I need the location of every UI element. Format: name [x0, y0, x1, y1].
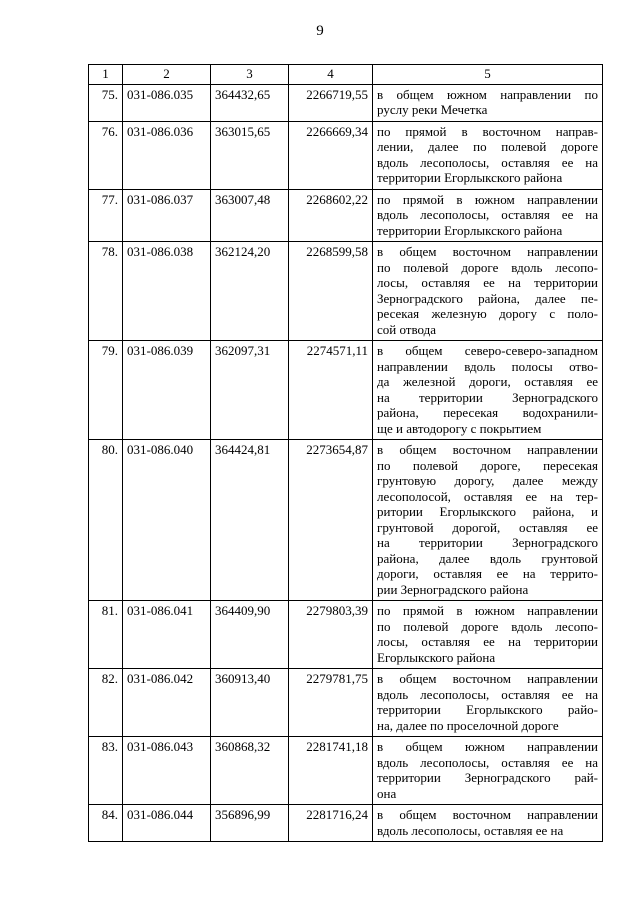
description-line: лесополосой, оставляя ее на тер- — [377, 488, 598, 504]
description-line: по полевой дороге вдоль лесопо- — [377, 259, 598, 275]
table-row — [89, 189, 603, 242]
description-cell — [373, 84, 603, 121]
description-line: вдоль лесополосы, оставляя ее на — [377, 754, 598, 770]
description-line: да железной дороги, оставляя ее — [377, 374, 598, 389]
table-row — [89, 121, 603, 189]
point-code-cell: 031-086.041 — [123, 601, 211, 669]
description-line: грунтовой дорогой, оставляя ее — [377, 519, 598, 535]
coordinate-x-cell: 360913,40 — [211, 669, 289, 737]
point-code-cell: 031-086.044 — [123, 805, 211, 842]
description-line: территории Егорлыкского райо- — [377, 702, 598, 717]
coordinate-x-cell: 363015,65 — [211, 121, 289, 189]
coordinate-x-cell: 364424,81 — [211, 440, 289, 601]
description-line: на территории Зерноградского — [377, 535, 598, 550]
coordinate-x-cell: 364432,65 — [211, 84, 289, 121]
description-line: территории Зерноградского рай- — [377, 770, 598, 785]
description-cell — [373, 440, 603, 601]
description-cell — [373, 242, 603, 341]
description-line: в общем южном направлении — [377, 739, 598, 754]
description-line: руслу реки Мечетка — [377, 102, 488, 117]
point-code-cell: 031-086.035 — [123, 84, 211, 121]
coordinate-y-cell: 2266669,34 — [289, 121, 373, 189]
coordinate-x-cell: 362097,31 — [211, 341, 289, 440]
description-line: на, далее по проселочной дороге — [377, 717, 559, 733]
table-row — [89, 341, 603, 440]
description-cell — [373, 121, 603, 189]
description-cell — [373, 669, 603, 737]
description-line: в общем восточном направлении — [377, 671, 598, 686]
table-row — [89, 242, 603, 341]
description-line: в общем восточном направлении — [377, 244, 598, 259]
point-code-cell: 031-086.039 — [123, 341, 211, 440]
row-number-cell: 79. — [89, 341, 123, 440]
description-line: лосы, оставляя ее на территории — [377, 634, 598, 649]
row-number-cell: 84. — [89, 805, 123, 842]
table-header — [89, 65, 603, 85]
point-code-cell: 031-086.042 — [123, 669, 211, 737]
point-code-cell: 031-086.043 — [123, 737, 211, 805]
description-line: лосы, оставляя ее на территории — [377, 275, 598, 290]
description-line: в общем северо-северо-западном — [377, 343, 598, 358]
description-line: ритории Егорлыкского района, и — [377, 504, 598, 519]
coordinate-x-cell: 360868,32 — [211, 737, 289, 805]
row-number-cell: 83. — [89, 737, 123, 805]
header-col-3: 3 — [211, 65, 289, 85]
description-line: вдоль лесополосы, оставляя ее на — [377, 822, 564, 838]
table-row — [89, 84, 603, 121]
header-col-2: 2 — [123, 65, 211, 85]
description-line: рии Зерноградского района — [377, 581, 529, 597]
description-line: по прямой в южном направлении — [377, 603, 598, 618]
description-line: она — [377, 785, 397, 801]
coordinate-x-cell: 363007,48 — [211, 189, 289, 242]
point-code-cell: 031-086.036 — [123, 121, 211, 189]
description-line: вдоль лесополосы, оставляя ее на — [377, 154, 598, 170]
point-code-cell: 031-086.038 — [123, 242, 211, 341]
point-code-cell: 031-086.037 — [123, 189, 211, 242]
page-number: 9 — [316, 23, 324, 39]
coordinate-y-cell: 2274571,11 — [289, 341, 373, 440]
row-number-cell: 80. — [89, 440, 123, 601]
row-number-cell: 77. — [89, 189, 123, 242]
boundary-description-table — [88, 64, 603, 842]
description-line: территории Егорлыкского района — [377, 170, 563, 185]
table-row — [89, 601, 603, 669]
row-number-cell: 75. — [89, 84, 123, 121]
description-line: Зерноградского района, далее пе- — [377, 290, 598, 306]
description-line: Егорлыкского района — [377, 649, 496, 665]
description-line: вдоль лесополосы, оставляя ее на — [377, 686, 598, 702]
coordinate-x-cell: 364409,90 — [211, 601, 289, 669]
description-line: направлении вдоль полосы отво- — [377, 358, 598, 374]
row-number-cell: 81. — [89, 601, 123, 669]
point-code-cell: 031-086.040 — [123, 440, 211, 601]
header-row — [89, 65, 603, 85]
row-number-cell: 76. — [89, 121, 123, 189]
table-row — [89, 669, 603, 737]
description-cell — [373, 341, 603, 440]
coordinate-y-cell: 2281741,18 — [289, 737, 373, 805]
table-body — [89, 84, 603, 842]
header-col-5: 5 — [373, 65, 603, 85]
coordinate-y-cell: 2273654,87 — [289, 440, 373, 601]
header-col-4: 4 — [289, 65, 373, 85]
description-cell — [373, 601, 603, 669]
description-cell — [373, 805, 603, 842]
description-line: по полевой дороге вдоль лесопо- — [377, 618, 598, 634]
description-line: вдоль лесополосы, оставляя ее на — [377, 207, 598, 222]
row-number-cell: 82. — [89, 669, 123, 737]
description-line: территории Егорлыкского района — [377, 222, 563, 238]
table-row — [89, 737, 603, 805]
coordinate-y-cell: 2279803,39 — [289, 601, 373, 669]
description-line: по прямой в восточном направ- — [377, 123, 598, 139]
description-line: района, далее вдоль грунтовой — [377, 550, 598, 566]
description-line: на территории Зерноградского — [377, 389, 598, 405]
coordinate-y-cell: 2266719,55 — [289, 84, 373, 121]
coordinate-y-cell: 2281716,24 — [289, 805, 373, 842]
header-col-1: 1 — [89, 65, 123, 85]
description-line: ресекая железную дорогу с поло- — [377, 306, 598, 321]
description-line: дороги, оставляя ее на террито- — [377, 566, 598, 581]
description-cell — [373, 737, 603, 805]
row-number-cell: 78. — [89, 242, 123, 341]
description-line: в общем восточном направлении — [377, 442, 598, 457]
coordinate-x-cell: 356896,99 — [211, 805, 289, 842]
coordinate-y-cell: 2268599,58 — [289, 242, 373, 341]
coordinate-y-cell: 2268602,22 — [289, 189, 373, 242]
description-line: грунтовую дорогу, далее между — [377, 473, 598, 488]
description-line: в общем восточном направлении — [377, 807, 598, 822]
description-line: в общем южном направлении по — [377, 86, 598, 102]
coordinate-y-cell: 2279781,75 — [289, 669, 373, 737]
table-row — [89, 805, 603, 842]
description-line: лении, далее по полевой дороге — [377, 139, 598, 154]
description-line: по прямой в южном направлении — [377, 191, 598, 207]
description-cell — [373, 189, 603, 242]
description-line: района, пересекая водохранили- — [377, 405, 598, 420]
description-line: ще и автодорогу с покрытием — [377, 420, 542, 436]
description-line: по полевой дороге, пересекая — [377, 457, 598, 473]
coordinate-x-cell: 362124,20 — [211, 242, 289, 341]
table-row — [89, 440, 603, 601]
description-line: сой отвода — [377, 321, 437, 337]
